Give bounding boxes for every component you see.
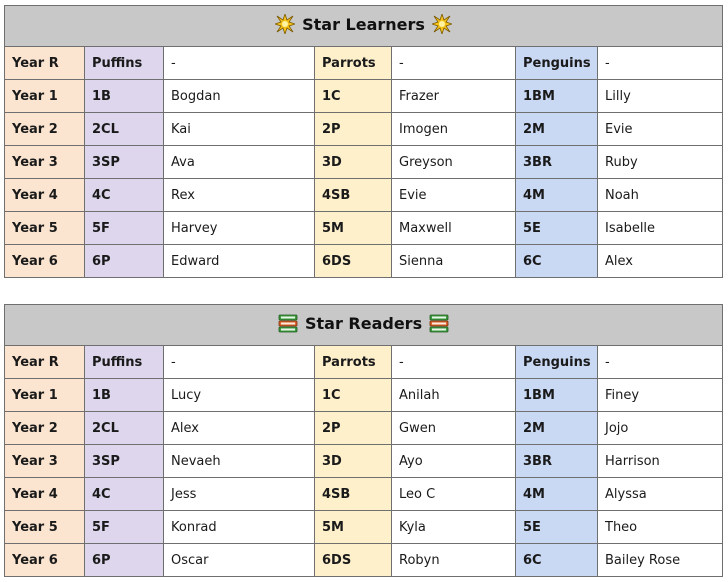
puffins-name-cell: - [164,346,315,379]
table-row [5,47,723,80]
parrots-name-cell: - [392,47,516,80]
parrots-class-cell: 4SB [315,478,392,511]
year-cell: Year R [5,346,85,379]
year-cell: Year 6 [5,544,85,577]
table-row [5,379,723,412]
parrots-class-cell: 2P [315,113,392,146]
parrots-class-cell: 1C [315,379,392,412]
star-learners-header [5,6,723,47]
year-cell: Year 3 [5,146,85,179]
parrots-class-cell: 5M [315,511,392,544]
year-cell: Year 3 [5,445,85,478]
parrots-name-cell: Kyla [392,511,516,544]
star-learners-title: Star Learners [302,14,425,34]
parrots-class-cell: 3D [315,146,392,179]
books-icon [278,313,298,333]
books-icon [429,313,449,333]
star-readers-title: Star Readers [304,313,423,333]
puffins-name-cell: Rex [164,179,315,212]
puffins-name-cell: Konrad [164,511,315,544]
puffins-name-cell: Ava [164,146,315,179]
penguins-name-cell: Noah [598,179,723,212]
penguins-class-cell: 3BR [516,445,598,478]
puffins-class-cell: 6P [85,245,164,278]
puffins-name-cell: Kai [164,113,315,146]
parrots-class-cell: 1C [315,80,392,113]
star-readers-table [4,304,723,577]
puffins-name-cell: Lucy [164,379,315,412]
parrots-name-cell: Leo C [392,478,516,511]
year-cell: Year 2 [5,412,85,445]
penguins-name-cell: Alex [598,245,723,278]
penguins-name-cell: Alyssa [598,478,723,511]
puffins-class-cell: 5F [85,212,164,245]
penguins-name-cell: Ruby [598,146,723,179]
puffins-name-cell: Harvey [164,212,315,245]
table-row [5,445,723,478]
puffins-name-cell: Edward [164,245,315,278]
sparkle-star-icon [275,14,295,34]
penguins-class-cell: 4M [516,179,598,212]
parrots-class-cell: 2P [315,412,392,445]
puffins-class-cell: Puffins [85,346,164,379]
parrots-class-cell: Parrots [315,346,392,379]
puffins-name-cell: Bogdan [164,80,315,113]
parrots-name-cell: - [392,346,516,379]
parrots-name-cell: Anilah [392,379,516,412]
penguins-name-cell: - [598,47,723,80]
penguins-class-cell: Penguins [516,346,598,379]
penguins-class-cell: 2M [516,412,598,445]
penguins-class-cell: 5E [516,212,598,245]
parrots-class-cell: 3D [315,445,392,478]
table-row [5,113,723,146]
table-row [5,80,723,113]
table-row [5,346,723,379]
penguins-class-cell: 6C [516,544,598,577]
puffins-class-cell: 4C [85,179,164,212]
penguins-class-cell: 5E [516,511,598,544]
table-row [5,245,723,278]
parrots-name-cell: Sienna [392,245,516,278]
puffins-name-cell: Nevaeh [164,445,315,478]
table-row [5,478,723,511]
penguins-name-cell: Harrison [598,445,723,478]
penguins-name-cell: Lilly [598,80,723,113]
penguins-class-cell: Penguins [516,47,598,80]
year-cell: Year R [5,47,85,80]
star-learners-table [4,5,723,278]
penguins-class-cell: 4M [516,478,598,511]
puffins-class-cell: 2CL [85,412,164,445]
parrots-name-cell: Maxwell [392,212,516,245]
puffins-class-cell: 4C [85,478,164,511]
penguins-class-cell: 6C [516,245,598,278]
penguins-name-cell: Theo [598,511,723,544]
parrots-class-cell: 5M [315,212,392,245]
table-row [5,212,723,245]
puffins-class-cell: 2CL [85,113,164,146]
table-row [5,179,723,212]
year-cell: Year 5 [5,212,85,245]
penguins-name-cell: Bailey Rose [598,544,723,577]
parrots-name-cell: Gwen [392,412,516,445]
year-cell: Year 4 [5,179,85,212]
puffins-class-cell: 1B [85,379,164,412]
star-readers-header [5,305,723,346]
puffins-class-cell: 6P [85,544,164,577]
sparkle-star-icon [432,14,452,34]
parrots-class-cell: 4SB [315,179,392,212]
table-row [5,511,723,544]
penguins-name-cell: Finey [598,379,723,412]
year-cell: Year 4 [5,478,85,511]
puffins-class-cell: 3SP [85,146,164,179]
puffins-name-cell: Jess [164,478,315,511]
parrots-class-cell: 6DS [315,544,392,577]
penguins-name-cell: - [598,346,723,379]
parrots-class-cell: 6DS [315,245,392,278]
parrots-name-cell: Robyn [392,544,516,577]
parrots-class-cell: Parrots [315,47,392,80]
parrots-name-cell: Greyson [392,146,516,179]
penguins-name-cell: Isabelle [598,212,723,245]
penguins-class-cell: 3BR [516,146,598,179]
penguins-name-cell: Jojo [598,412,723,445]
year-cell: Year 6 [5,245,85,278]
penguins-name-cell: Evie [598,113,723,146]
puffins-name-cell: Oscar [164,544,315,577]
table-row [5,412,723,445]
puffins-class-cell: 1B [85,80,164,113]
parrots-name-cell: Ayo [392,445,516,478]
puffins-class-cell: 3SP [85,445,164,478]
year-cell: Year 1 [5,80,85,113]
puffins-class-cell: 5F [85,511,164,544]
year-cell: Year 1 [5,379,85,412]
year-cell: Year 2 [5,113,85,146]
penguins-class-cell: 2M [516,113,598,146]
parrots-name-cell: Imogen [392,113,516,146]
parrots-name-cell: Frazer [392,80,516,113]
puffins-class-cell: Puffins [85,47,164,80]
parrots-name-cell: Evie [392,179,516,212]
penguins-class-cell: 1BM [516,379,598,412]
table-row [5,544,723,577]
puffins-name-cell: Alex [164,412,315,445]
puffins-name-cell: - [164,47,315,80]
year-cell: Year 5 [5,511,85,544]
table-row [5,146,723,179]
penguins-class-cell: 1BM [516,80,598,113]
